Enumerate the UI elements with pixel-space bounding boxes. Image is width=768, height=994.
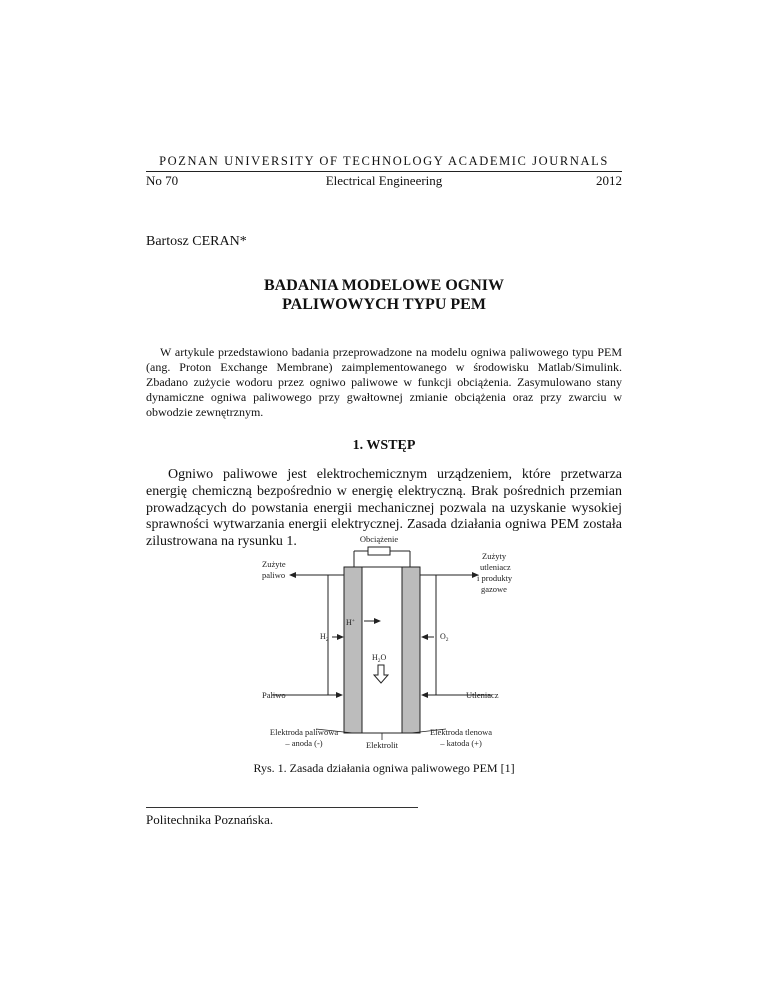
body-paragraph: Ogniwo paliwowe jest elektrochemicznym urządzeniem, które przetwarza energię chemiczną bezpośrednio w energię elektryczną. Brak pośrednich przemian prowadzących do powstania energii mechanicznej pozwala na uzyskanie wysokiej sprawności wytwarzania energii elektrycznej. Zasada działania ogniwa PEM została zilustrowana na rysunku 1. (146, 467, 622, 550)
spent-oxidant-label-3: i produkty (477, 573, 513, 583)
spent-fuel-label: Zużyte (262, 559, 286, 569)
h2-label: $H_2$ (320, 632, 329, 643)
spent-oxidant-label-4: gazowe (481, 584, 507, 594)
section-heading: 1. WSTĘP (352, 438, 416, 453)
journal-year: 2012 (596, 173, 622, 188)
footnote-rule (146, 807, 418, 808)
load-label: Obciążenie (359, 534, 399, 544)
header-rule (146, 171, 622, 172)
journal-field: Electrical Engineering (325, 173, 443, 188)
anode-electrode (344, 567, 362, 733)
abstract: W artykule przedstawiono badania przeprowadzone na modelu ogniwa paliwowego typu PEM (ang. Proton Exchange Membrane) zaimplementowanego w środowisku Matlab/Simulink. Zbadano zużycie wodoru przez ogniwo paliwowe w funkcji obciążenia. Zasymulowano stany dynamiczne ogniwa paliwowego przy gwałtownej zmianie obciążenia oraz przy zwarciu w obwodzie zewnętrznym. (146, 345, 622, 419)
fuel-label: Paliwo (262, 690, 286, 700)
external-circuit (354, 547, 410, 567)
electrolyte-label: Elektrolit (365, 740, 399, 750)
water-label: $H_2O$ (372, 653, 387, 664)
cathode-label-1: Elektroda tlenowa (429, 727, 493, 737)
anode-label-1: Elektroda paliwowa (269, 727, 339, 737)
spent-oxidant-label-2: utleniacz (480, 562, 511, 572)
oxidant-label: Utleniacz (466, 690, 499, 700)
title-line-2: PALIWOWYCH TYPU PEM (282, 296, 486, 313)
spent-oxidant-label-1: Zużyty (482, 551, 507, 561)
cathode-label-2: – katoda (+) (440, 738, 482, 748)
fuel-cell-diagram (256, 533, 516, 755)
spent-fuel-label-2: paliwo (262, 570, 286, 580)
cathode-electrode (402, 567, 420, 733)
figure-caption: Rys. 1. Zasada działania ogniwa paliwowego PEM [1] (253, 761, 515, 775)
paper-title (146, 276, 622, 314)
journal-name: POZNAN UNIVERSITY OF TECHNOLOGY ACADEMIC JOURNALS (159, 154, 609, 168)
footnote: Politechnika Poznańska. (146, 812, 274, 827)
electrolyte-region (362, 567, 402, 733)
load-resistor-icon (368, 547, 390, 555)
title-line-1: BADANIA MODELOWE OGNIW (263, 277, 505, 294)
anode-label-2: – anoda (-) (285, 738, 323, 748)
issue-number: No 70 (146, 173, 179, 188)
author-name: Bartosz CERAN* (146, 234, 247, 249)
proton-label: H+ (346, 618, 355, 627)
o2-label: $O_2$ (440, 632, 449, 643)
